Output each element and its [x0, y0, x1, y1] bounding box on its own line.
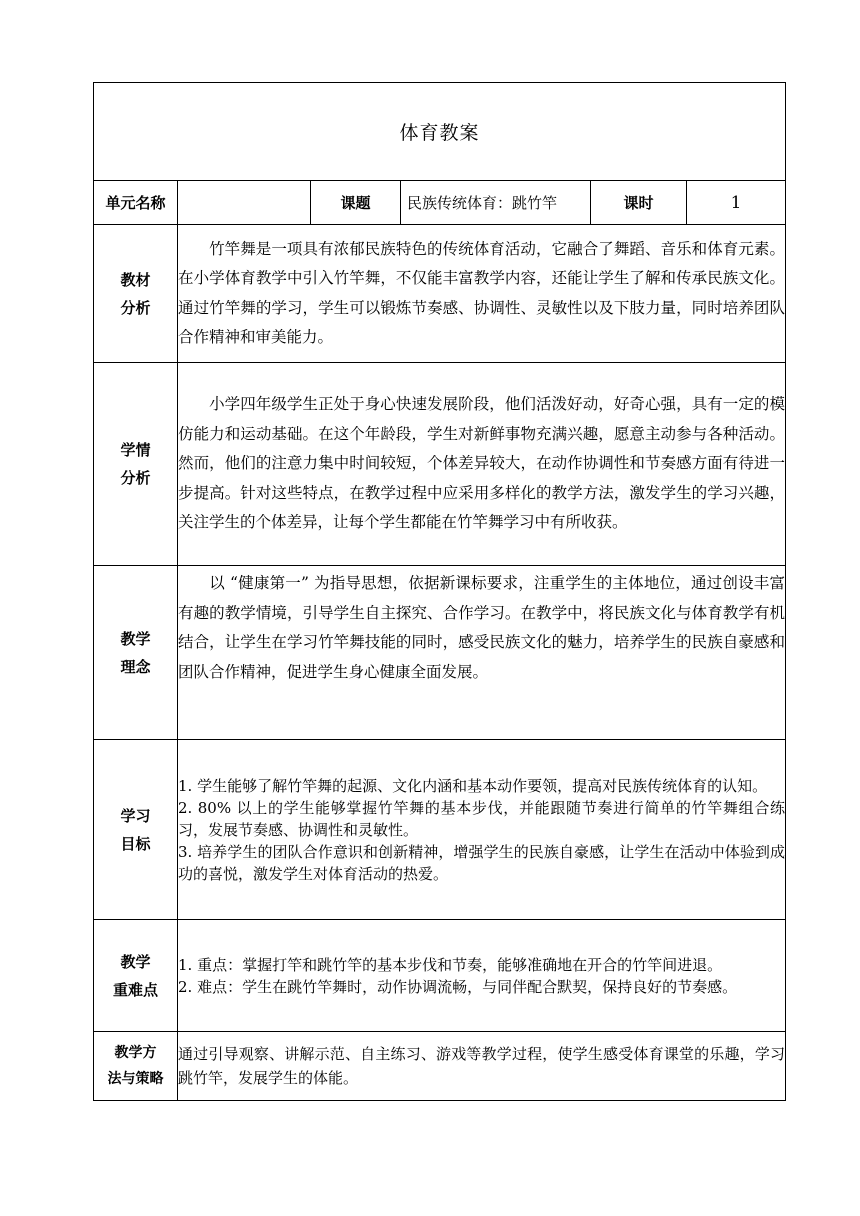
concept-cell: [178, 566, 786, 740]
period-label: 课时: [591, 181, 687, 225]
concept-row: [94, 566, 786, 740]
concept-text: 以 “健康第一” 为指导思想，依据新课标要求，注重学生的主体地位，通过创设丰富有趣的教学情境，引导学生自主探究、合作学习。在教学中，将民族文化与体育教学有机结合，让学生在学习竹竿舞技能的同时，感受民族文化的魅力，培养学生的民族自豪感和团队合作精神，促进学生身心健康全面发展。: [178, 574, 786, 681]
keypoints-label: [94, 920, 178, 1032]
concept-label-line-2: 理念: [120, 657, 151, 676]
students-row: [94, 363, 786, 566]
unit-label: 单元名称: [94, 181, 178, 225]
period-value: 1: [687, 181, 786, 225]
keypoints-row: [94, 920, 786, 1032]
material-label-line-1: 教材: [120, 270, 151, 289]
concept-label-line-1: 教学: [120, 629, 151, 648]
methods-label-line-2: 法与策略: [107, 1071, 164, 1087]
students-cell: [178, 363, 786, 566]
unit-value: [178, 181, 311, 225]
methods-cell: [178, 1032, 786, 1101]
concept-label: [94, 566, 178, 740]
material-label-line-2: 分析: [120, 298, 151, 317]
keypoint-item-2: 2. 难点：学生在跳竹竿舞时，动作协调流畅，与同伴配合默契，保持良好的节奏感。: [178, 977, 738, 996]
goal-item-1: 1. 学生能够了解竹竿舞的起源、文化内涵和基本动作要领，提高对民族传统体育的认知。: [178, 776, 768, 795]
methods-row: [94, 1032, 786, 1101]
title-row: [94, 83, 786, 181]
methods-label-line-1: 教学方: [114, 1045, 157, 1061]
methods-text: 通过引导观察、讲解示范、自主练习、游戏等教学过程，使学生感受体育课堂的乐趣，学习跳竹竿，发展学生的体能。: [178, 1045, 786, 1087]
keypoints-cell: [178, 920, 786, 1032]
material-row: [94, 225, 786, 363]
students-label-line-2: 分析: [120, 469, 151, 487]
goal-item-2: 2. 80% 以上的学生能够掌握竹竿舞的基本步伐，并能跟随节奏进行简单的竹竿舞组合练习，发展节奏感、协调性和灵敏性。: [178, 798, 786, 839]
page-title: 体育教案: [94, 83, 786, 181]
material-label: [94, 225, 178, 363]
goals-cell: [178, 740, 786, 920]
header-row: [94, 181, 786, 225]
goal-item-3: 3. 培养学生的团队合作意识和创新精神，增强学生的民族自豪感，让学生在活动中体验到成功的喜悦，激发学生对体育活动的热爱。: [178, 842, 786, 883]
keypoints-label-line-1: 教学: [120, 952, 151, 971]
students-label: [94, 363, 178, 566]
methods-label: [94, 1032, 178, 1101]
topic-label: 课题: [311, 181, 401, 225]
goals-row: [94, 740, 786, 920]
keypoints-label-line-2: 重难点: [112, 980, 158, 999]
topic-value: 民族传统体育：跳竹竿: [401, 181, 591, 225]
students-label-line-1: 学情: [120, 441, 151, 459]
goals-label-line-1: 学习: [120, 806, 151, 825]
students-text: 小学四年级学生正处于身心快速发展阶段，他们活泼好动，好奇心强，具有一定的模仿能力和运动基础。在这个年龄段，学生对新鲜事物充满兴趣，愿意主动参与各种活动。然而，他们的注意力集中时间较短，个体差异较大，在动作协调性和节奏感方面有待进一步提高。针对这些特点，在教学过程中应采用多样化的教学方法，激发学生的学习兴趣，关注学生的个体差异，让每个学生都能在竹竿舞学习中有所收获。: [178, 395, 786, 532]
material-text: 竹竿舞是一项具有浓郁民族特色的传统体育活动，它融合了舞蹈、音乐和体育元素。在小学体育教学中引入竹竿舞，不仅能丰富教学内容，还能让学生了解和传承民族文化。通过竹竿舞的学习，学生可以锻炼节奏感、协调性、灵敏性以及下肢力量，同时培养团队合作精神和审美能力。: [178, 239, 786, 346]
lesson-plan-table: [93, 82, 786, 1101]
goals-label: [94, 740, 178, 920]
goals-label-line-2: 目标: [120, 834, 151, 853]
keypoint-item-1: 1. 重点：掌握打竿和跳竹竿的基本步伐和节奏，能够准确地在开合的竹竿间进退。: [178, 955, 723, 974]
material-cell: [178, 225, 786, 363]
